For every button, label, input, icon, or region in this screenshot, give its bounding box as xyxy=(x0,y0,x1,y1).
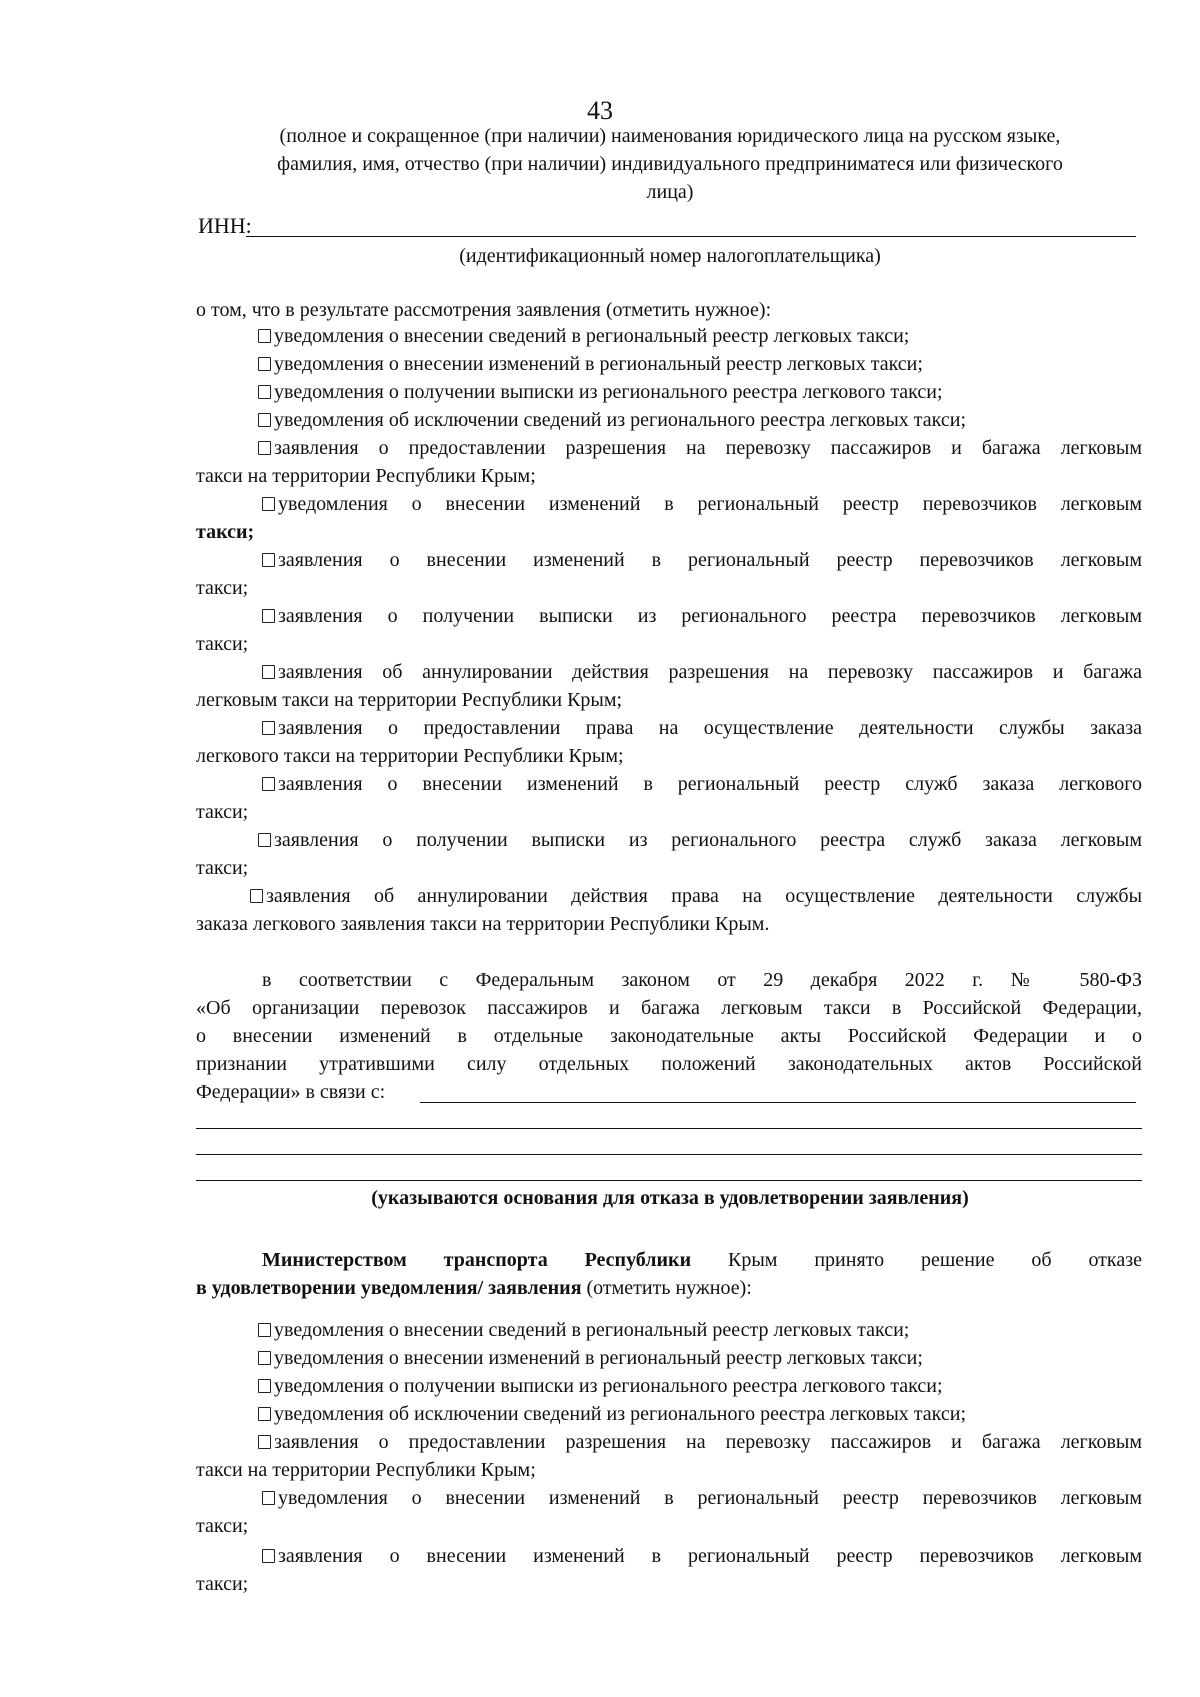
page-number: 43 xyxy=(587,96,613,125)
s2-item-2 xyxy=(258,1344,923,1372)
checkbox[interactable] xyxy=(262,609,275,623)
checkbox[interactable] xyxy=(258,329,271,343)
law-line-2: «Об организации перевозок пассажиров и багажа легковым такси в Российской Федерации, xyxy=(196,997,1142,1019)
s2-item-3 xyxy=(258,1372,943,1400)
s1-item-4-text: уведомления об исключении сведений из регионального реестра легковых такси; xyxy=(274,409,967,431)
s1-item-13-text: заявления об аннулировании действия права на осуществление деятельности службы xyxy=(266,885,1142,907)
checkbox[interactable] xyxy=(262,777,275,791)
s1-item-5-text: заявления о предоставлении разрешения на перевозку пассажиров и багажа легковым xyxy=(274,437,1142,459)
checkbox[interactable] xyxy=(262,497,275,511)
s1-item-6-line2: такси; xyxy=(196,521,255,543)
s1-item-1 xyxy=(258,322,909,350)
checkbox[interactable] xyxy=(258,1323,271,1337)
s1-item-9-text: заявления об аннулировании действия разрешения на перевозку пассажиров и багажа xyxy=(278,661,1142,683)
inn-field-line[interactable] xyxy=(246,236,1136,237)
s2-item-7-line1 xyxy=(196,1542,1142,1598)
s1-item-7-text: заявления о внесении изменений в региональный реестр перевозчиков легковым xyxy=(278,549,1142,571)
decision-line-2 xyxy=(196,1274,752,1302)
s2-item-6-line2: такси; xyxy=(196,1515,249,1537)
checkbox[interactable] xyxy=(258,357,271,371)
s1-item-11-text: заявления о внесении изменений в региональный реестр служб заказа легкового xyxy=(278,773,1142,795)
s1-item-2 xyxy=(258,350,923,378)
inn-caption: (идентификационный номер налогоплательщика) xyxy=(459,245,881,267)
s2-item-1 xyxy=(258,1316,909,1344)
decision-line-1-rest: Крым принято решение об отказе xyxy=(728,1249,1142,1271)
checkbox[interactable] xyxy=(258,833,271,847)
checkbox[interactable] xyxy=(262,665,275,679)
s1-item-6-line1 xyxy=(196,490,1142,546)
s1-item-12-line2: такси; xyxy=(196,857,249,879)
decision-line-2-rest: (отметить нужное): xyxy=(586,1277,752,1299)
s1-item-12-text: заявления о получении выписки из регионального реестра служб заказа легковым xyxy=(274,829,1142,851)
s1-item-5-line2: такси на территории Республики Крым; xyxy=(196,465,536,487)
reason-field-line-4[interactable] xyxy=(196,1180,1142,1181)
checkbox[interactable] xyxy=(262,1549,275,1563)
s1-item-3 xyxy=(258,378,943,406)
s1-item-11-line1 xyxy=(196,770,1142,826)
s1-item-1-text: уведомления о внесении сведений в региональный реестр легковых такси; xyxy=(274,325,910,347)
reason-caption: (указываются основания для отказа в удовлетворении заявления) xyxy=(371,1187,969,1209)
checkbox[interactable] xyxy=(262,1491,275,1505)
reason-field-line-1[interactable] xyxy=(420,1102,1136,1103)
s1-item-13-line2: заказа легкового заявления такси на территории Республики Крым. xyxy=(196,913,770,935)
checkbox[interactable] xyxy=(262,721,275,735)
s2-item-7-line2: такси; xyxy=(196,1573,249,1595)
s2-item-6-text: уведомления о внесении изменений в региональный реестр перевозчиков легковым xyxy=(278,1487,1142,1509)
s2-item-7-text: заявления о внесении изменений в региональный реестр перевозчиков легковым xyxy=(278,1545,1142,1567)
checkbox[interactable] xyxy=(258,1351,271,1365)
s1-item-10-text: заявления о предоставлении права на осуществление деятельности службы заказа xyxy=(278,717,1142,739)
s2-item-4-text: уведомления об исключении сведений из регионального реестра легковых такси; xyxy=(274,1403,967,1425)
s2-item-2-text: уведомления о внесении изменений в региональный реестр легковых такси; xyxy=(274,1347,923,1369)
decision-authority: Министерством транспорта Республики xyxy=(262,1249,692,1271)
law-line-3: о внесении изменений в отдельные законодательные акты Российской Федерации и о xyxy=(196,1025,1142,1047)
s1-item-11-line2: такси; xyxy=(196,801,249,823)
s1-item-4 xyxy=(258,406,966,434)
reason-field-line-2[interactable] xyxy=(196,1128,1142,1129)
s1-item-8-line2: такси; xyxy=(196,633,249,655)
s2-item-4 xyxy=(258,1400,966,1428)
s1-item-3-text: уведомления о получении выписки из регионального реестра легкового такси; xyxy=(274,381,943,403)
s1-item-6-text: уведомления о внесении изменений в региональный реестр перевозчиков легковым xyxy=(278,493,1142,515)
section1-intro: о том, что в результате рассмотрения заявления (отметить нужное): xyxy=(196,299,772,321)
applicant-caption-line-3: лица) xyxy=(646,181,694,203)
checkbox[interactable] xyxy=(262,553,275,567)
law-line-5: Федерации» в связи с: xyxy=(196,1081,386,1103)
s1-item-7-line2: такси; xyxy=(196,577,249,599)
checkbox[interactable] xyxy=(250,889,263,903)
s1-item-10-line2: легкового такси на территории Республики Крым; xyxy=(196,745,624,767)
checkbox[interactable] xyxy=(258,1407,271,1421)
s1-item-8-line1 xyxy=(196,602,1142,658)
s1-item-8-text: заявления о получении выписки из регионального реестра перевозчиков легковым xyxy=(278,605,1142,627)
inn-label: ИНН: xyxy=(198,213,252,238)
s1-item-9-line2: легковым такси на территории Республики Крым; xyxy=(196,689,623,711)
s2-item-1-text: уведомления о внесении сведений в региональный реестр легковых такси; xyxy=(274,1319,910,1341)
checkbox[interactable] xyxy=(258,1435,271,1449)
s2-item-5-line2: такси на территории Республики Крым; xyxy=(196,1459,536,1481)
law-line-4: признании утратившими силу отдельных положений законодательных актов Российской xyxy=(196,1053,1142,1075)
checkbox[interactable] xyxy=(258,1379,271,1393)
s2-item-5-text: заявления о предоставлении разрешения на перевозку пассажиров и багажа легковым xyxy=(274,1431,1142,1453)
applicant-caption-line-1: (полное и сокращенное (при наличии) наименования юридического лица на русском языке, xyxy=(279,125,1061,147)
checkbox[interactable] xyxy=(258,385,271,399)
reason-field-line-3[interactable] xyxy=(196,1154,1142,1155)
s1-item-7-line1 xyxy=(196,546,1142,602)
s2-item-6-line1 xyxy=(196,1484,1142,1540)
s1-item-12-line1 xyxy=(196,826,1142,882)
checkbox[interactable] xyxy=(258,413,271,427)
s1-item-2-text: уведомления о внесении изменений в региональный реестр легковых такси; xyxy=(274,353,923,375)
s2-item-3-text: уведомления о получении выписки из регионального реестра легкового такси; xyxy=(274,1375,943,1397)
decision-line-2-bold: в удовлетворении уведомления/ заявления xyxy=(196,1277,582,1299)
applicant-caption-line-2: фамилия, имя, отчество (при наличии) индивидуального предприниматеся или физического xyxy=(277,153,1063,175)
law-line-1: в соответствии с Федеральным законом от 29 декабря 2022 г. № 580-ФЗ xyxy=(262,969,1142,991)
checkbox[interactable] xyxy=(258,441,271,455)
